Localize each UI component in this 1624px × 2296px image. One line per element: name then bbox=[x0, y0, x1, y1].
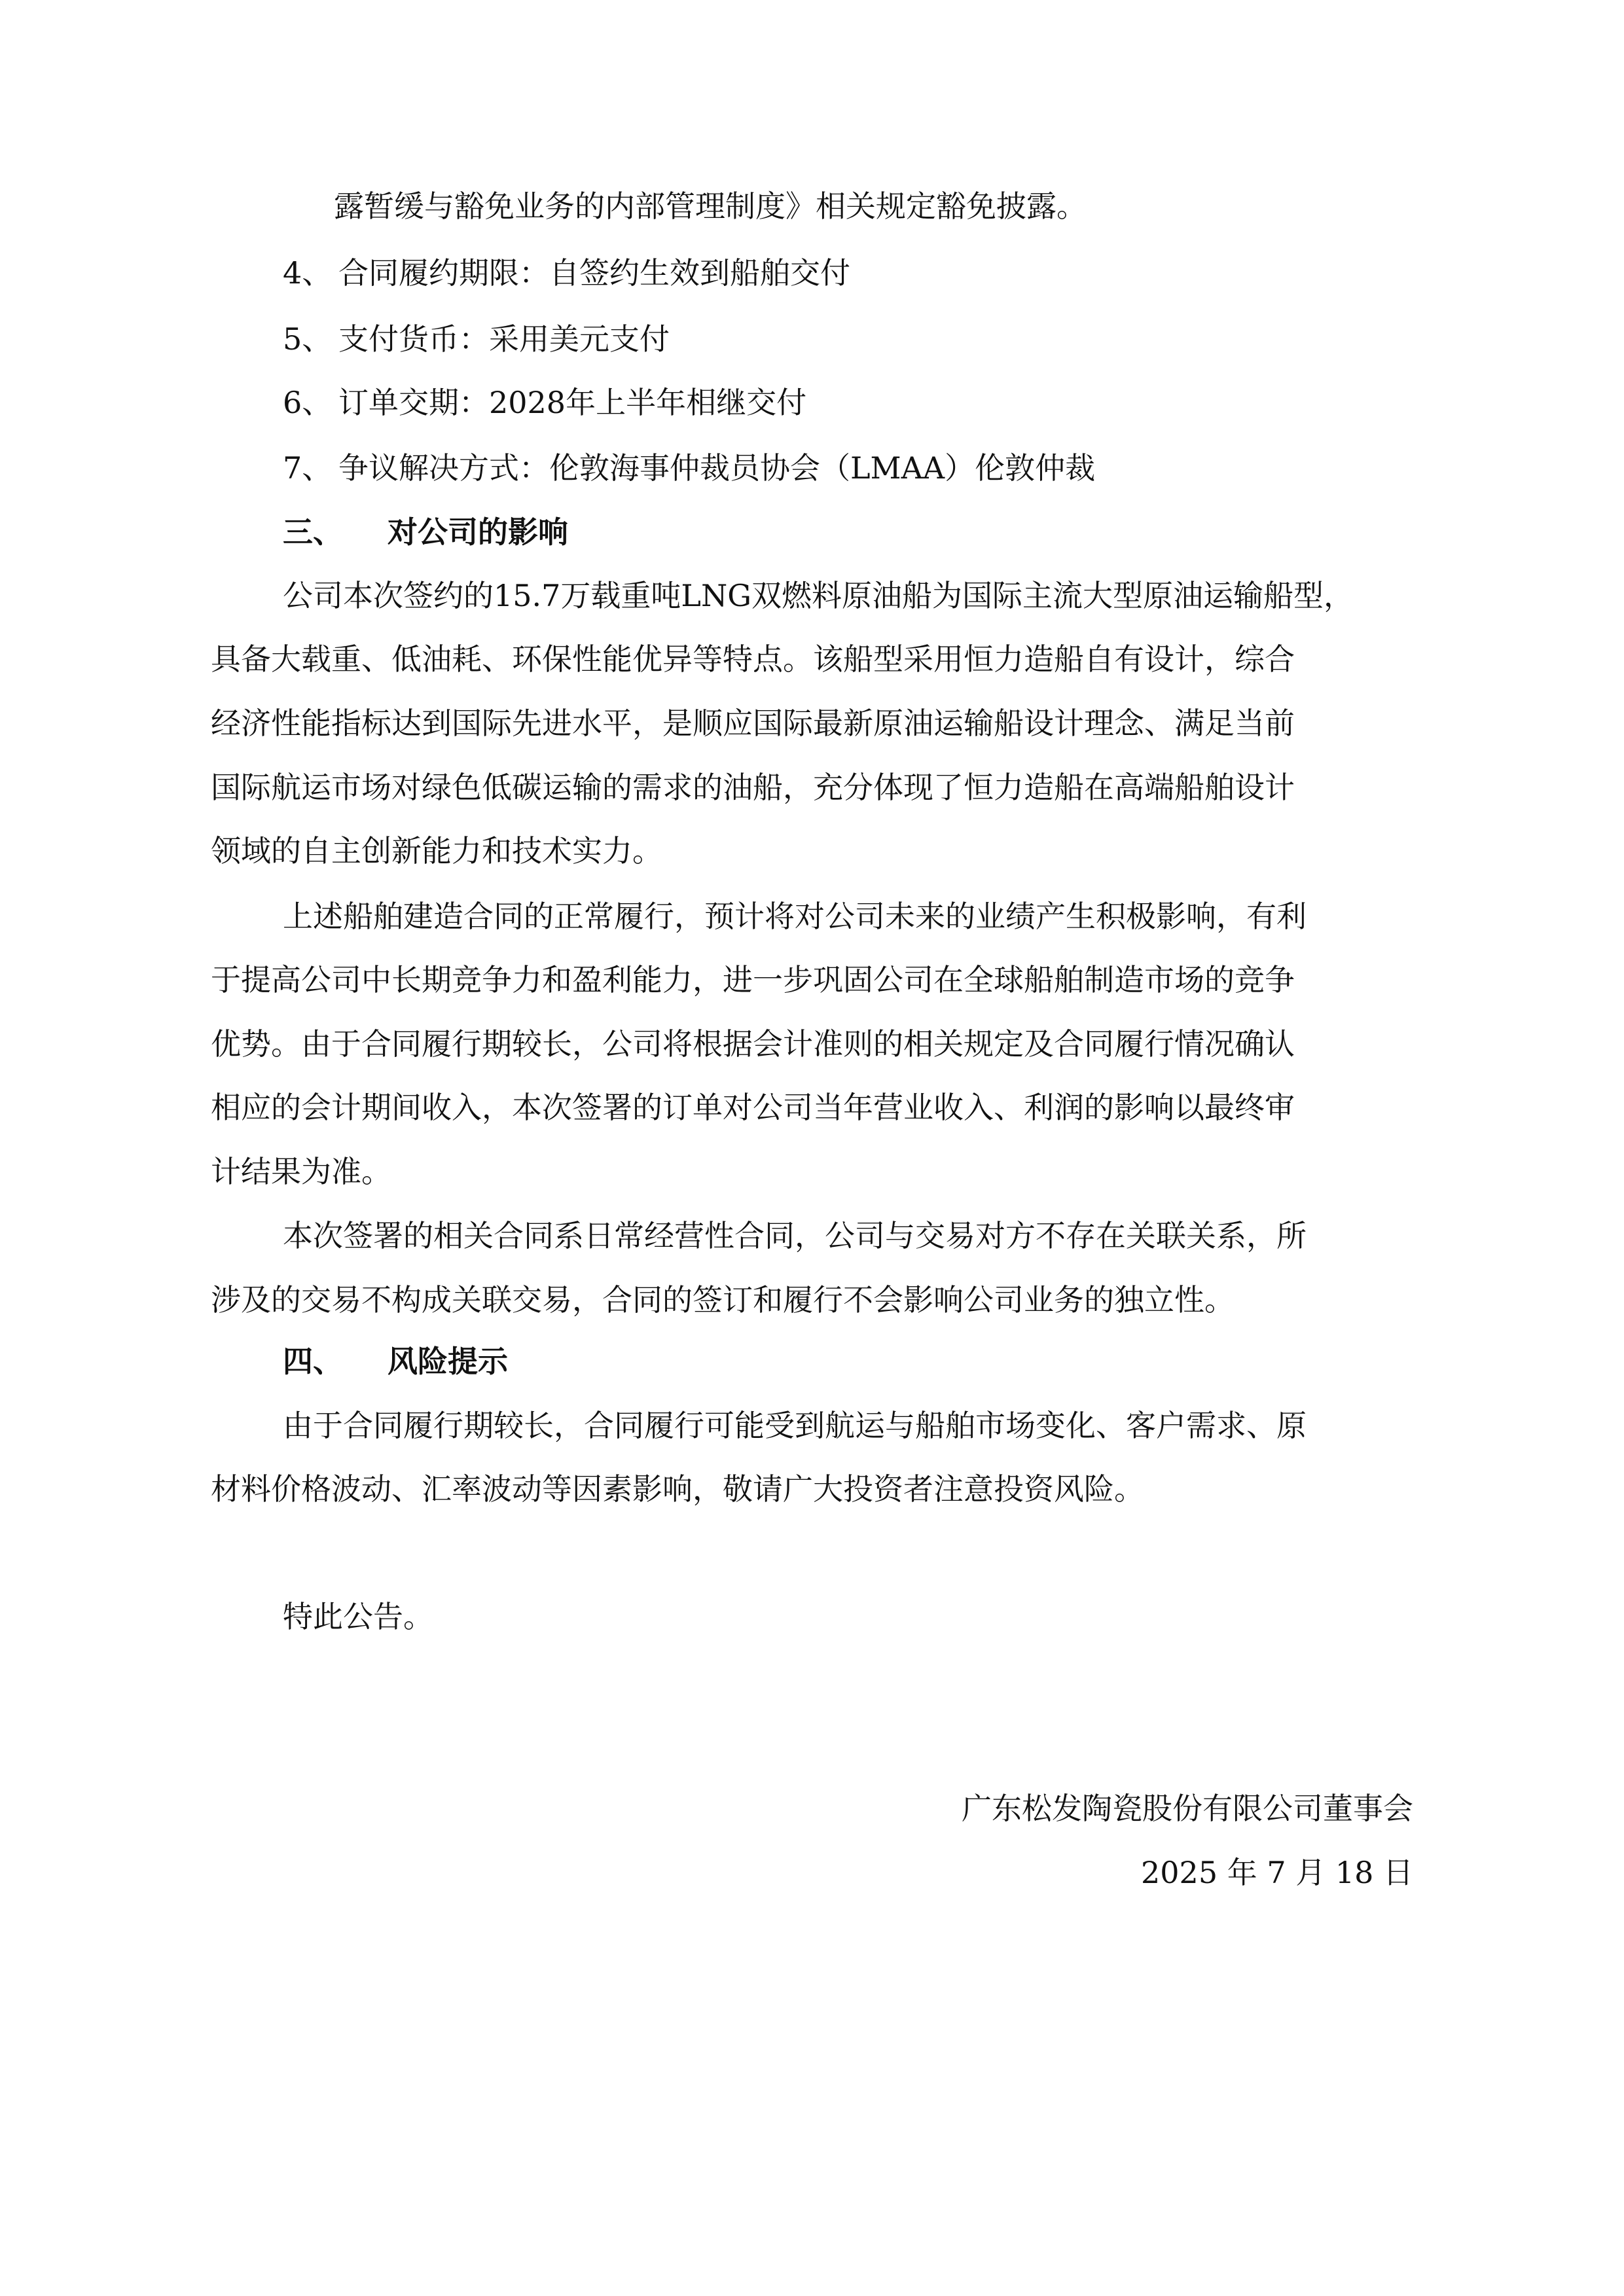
list-item-number: 6、 bbox=[283, 385, 333, 420]
section-heading bbox=[283, 512, 568, 552]
continuation-text: 露暂缓与豁免业务的内部管理制度》相关规定豁免披露。 bbox=[334, 188, 1087, 224]
paragraph-line: 上述船舶建造合同的正常履行，预计将对公司未来的业绩产生积极影响，有利 bbox=[283, 899, 1307, 934]
list-item-number: 7、 bbox=[283, 450, 333, 486]
list-item bbox=[283, 319, 670, 359]
paragraph-line: 国际航运市场对绿色低碳运输的需求的油船，充分体现了恒力造船在高端船舶设计 bbox=[211, 770, 1295, 805]
section-heading bbox=[283, 1342, 508, 1381]
section-number: 三、 bbox=[283, 514, 343, 550]
signature-org: 广东松发陶瓷股份有限公司董事会 bbox=[962, 1791, 1413, 1826]
list-item bbox=[283, 448, 1095, 488]
paragraph-line: 材料价格波动、汇率波动等因素影响，敬请广大投资者注意投资风险。 bbox=[211, 1471, 1144, 1507]
section-number: 四、 bbox=[283, 1344, 343, 1379]
list-item-text: 合同履约期限：自签约生效到船舶交付 bbox=[338, 255, 850, 291]
paragraph-line: 公司本次签约的15.7万载重吨LNG双燃料原油船为国际主流大型原油运输船型， bbox=[283, 578, 1354, 613]
paragraph-line: 本次签署的相关合同系日常经营性合同，公司与交易对方不存在关联关系，所 bbox=[283, 1218, 1307, 1253]
paragraph-line: 优势。由于合同履行期较长，公司将根据会计准则的相关规定及合同履行情况确认 bbox=[211, 1026, 1295, 1062]
paragraph-line: 计结果为准。 bbox=[211, 1154, 391, 1189]
paragraph-line: 由于合同履行期较长，合同履行可能受到航运与船舶市场变化、客户需求、原 bbox=[283, 1408, 1307, 1443]
list-item bbox=[283, 383, 806, 422]
paragraph-line: 涉及的交易不构成关联交易，合同的签订和履行不会影响公司业务的独立性。 bbox=[211, 1282, 1235, 1318]
list-item bbox=[283, 253, 850, 293]
list-item-text: 订单交期：2028年上半年相继交付 bbox=[338, 385, 807, 420]
paragraph-line: 具备大载重、低油耗、环保性能优异等特点。该船型采用恒力造船自有设计，综合 bbox=[211, 641, 1295, 677]
paragraph-line: 领域的自主创新能力和技术实力。 bbox=[211, 833, 662, 869]
paragraph-line: 于提高公司中长期竞争力和盈利能力，进一步巩固公司在全球船舶制造市场的竞争 bbox=[211, 962, 1295, 997]
list-item-text: 争议解决方式：伦敦海事仲裁员协会（LMAA）伦敦仲裁 bbox=[338, 450, 1096, 486]
list-item-number: 4、 bbox=[283, 255, 333, 291]
section-title: 风险提示 bbox=[388, 1344, 508, 1379]
section-title: 对公司的影响 bbox=[388, 514, 568, 550]
closing-text: 特此公告。 bbox=[283, 1599, 433, 1634]
list-item-text: 支付货币：采用美元支付 bbox=[338, 321, 670, 357]
paragraph-line: 经济性能指标达到国际先进水平，是顺应国际最新原油运输船设计理念、满足当前 bbox=[211, 706, 1295, 741]
signature-date: 2025 年 7 月 18 日 bbox=[1141, 1855, 1413, 1890]
paragraph-line: 相应的会计期间收入，本次签署的订单对公司当年营业收入、利润的影响以最终审 bbox=[211, 1090, 1295, 1125]
list-item-number: 5、 bbox=[283, 321, 333, 357]
